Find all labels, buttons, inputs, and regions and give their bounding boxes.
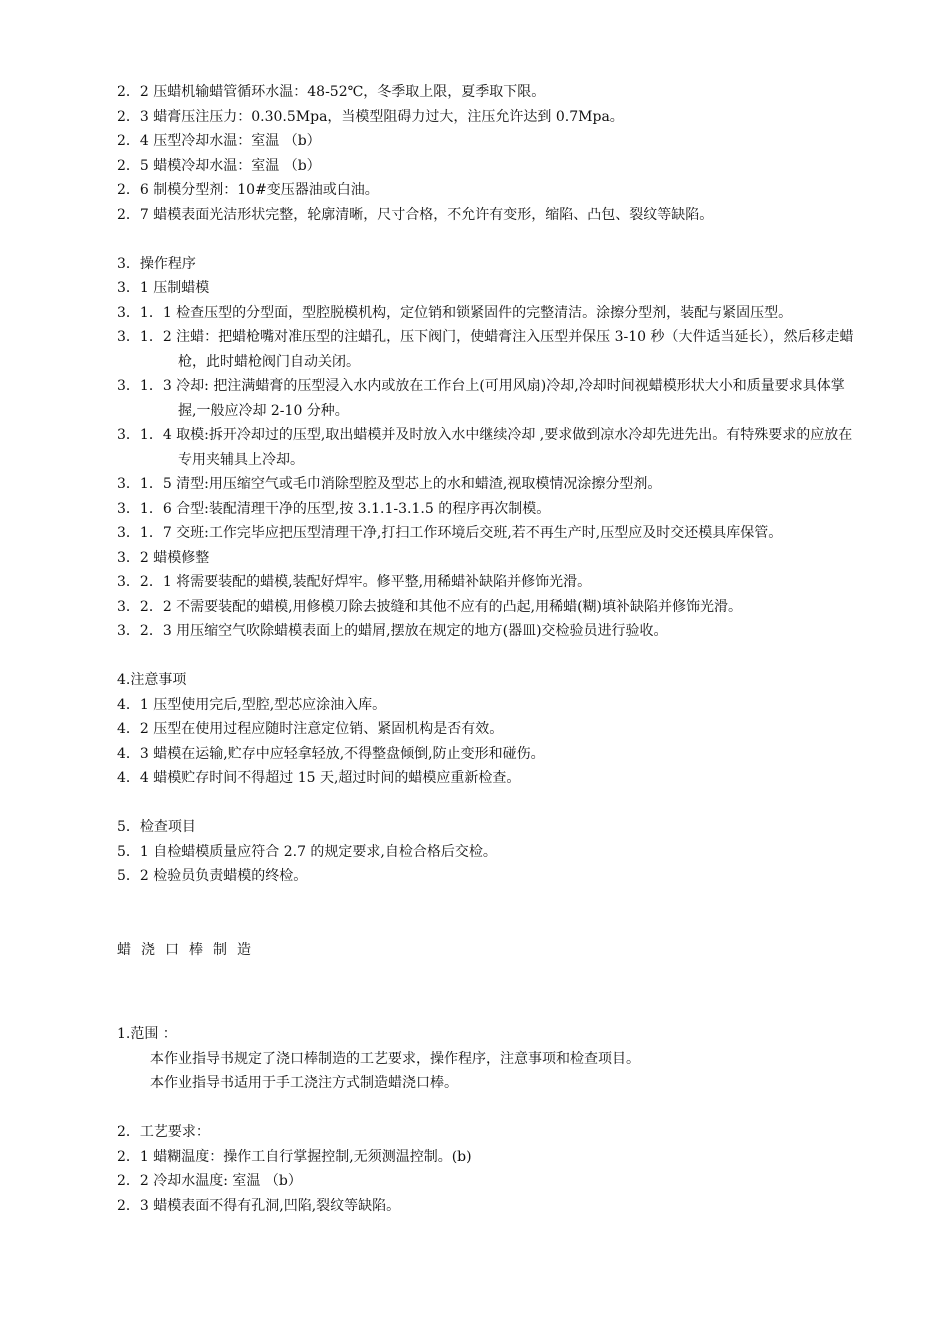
note-4-2: 4．2 压型在使用过程应随时注意定位销、紧固机构是否有效。 (117, 721, 504, 737)
p2-req-2-3: 2．3 蜡模表面不得有孔洞,凹陷,裂纹等缺陷。 (117, 1197, 401, 1214)
section-3-2-heading: 3．2 蜡模修整 (117, 549, 210, 566)
check-5-2: 5．2 检验员负责蜡模的终检。 (117, 868, 308, 884)
step-3-1-4: 3．1．4 取模:拆开冷却过的压型,取出蜡模并及时放入水中继续冷却 ,要求做到凉水冷却先进先出。有特殊要求的应放在专用夹辅具上冷却。 (117, 427, 853, 468)
p2-scope-para-2: 本作业指导书适用于手工浇注方式制造蜡浇口棒。 (150, 1075, 458, 1091)
step-3-1-7: 3．1．7 交班:工作完毕应把压型清理干净,打扫工作环境后交班,若不再生产时,压型应及时交还模具库保管。 (117, 525, 783, 541)
p2-scope-para-1: 本作业指导书规定了浇口棒制造的工艺要求，操作程序，注意事项和检查项目。 (150, 1050, 640, 1067)
section-4-heading: 4.注意事项 (117, 672, 187, 688)
step-3-1-3: 3．1．3 冷却: 把注满蜡膏的压型浸入水内或放在工作台上(可用风扇)冷却,冷却时间视蜡模形状大小和质量要求具体掌握,一般应冷却 2-10 分种。 (117, 378, 845, 419)
step-3-2-1: 3．2．1 将需要装配的蜡模,装配好焊牢。修平整,用稀蜡补缺陷并修饰光滑。 (117, 574, 592, 590)
req-2-7: 2．7 蜡模表面光洁形状完整，轮廓清晰，尺寸合格，不允许有变形，缩陷、凸包、裂纹等缺陷。 (117, 206, 714, 223)
step-3-2-3: 3．2．3 用压缩空气吹除蜡模表面上的蜡屑,摆放在规定的地方(器皿)交检验员进行验收。 (117, 623, 668, 639)
step-3-1-2: 3．1．2 注蜡：把蜡枪嘴对准压型的注蜡孔，压下阀门，使蜡膏注入压型并保压 3-10 秒（大件适当延长），然后移走蜡枪，此时蜡枪阀门自动关闭。 (117, 329, 854, 370)
req-2-6: 2．6 制模分型剂：10#变压器油或白油。 (117, 182, 379, 198)
part-2-title: 蜡浇口棒制造 (117, 941, 261, 958)
p2-req-2-2: 2．2 冷却水温度: 室温 （b） (117, 1173, 302, 1189)
note-4-3: 4．3 蜡模在运输,贮存中应轻拿轻放,不得整盘倾倒,防止变形和碰伤。 (117, 745, 545, 762)
note-4-4: 4．4 蜡模贮存时间不得超过 15 天,超过时间的蜡模应重新检查。 (117, 770, 521, 786)
req-2-5: 2．5 蜡模冷却水温：室温 （b） (117, 157, 321, 174)
document-page (117, 80, 857, 1218)
step-3-2-2: 3．2．2 不需要装配的蜡模,用修模刀除去披缝和其他不应有的凸起,用稀蜡(糊)填补缺陷并修饰光滑。 (117, 598, 742, 615)
p2-section-2-heading: 2．工艺要求： (117, 1124, 210, 1140)
section-3-1-heading: 3．1 压制蜡模 (117, 280, 210, 296)
note-4-1: 4．1 压型使用完后,型腔,型芯应涂油入库。 (117, 696, 387, 713)
p2-req-2-1: 2．1 蜡糊温度：操作工自行掌握控制,无须测温控制。(b) (117, 1148, 472, 1165)
p2-section-1-heading: 1.范围 ： (117, 1026, 177, 1042)
step-3-1-5: 3．1．5 清型:用压缩空气或毛巾消除型腔及型芯上的水和蜡渣,视取模情况涂擦分型剂。 (117, 476, 662, 492)
step-3-1-6: 3．1．6 合型:装配清理干净的压型,按 3.1.1-3.1.5 的程序再次制模。 (117, 500, 551, 517)
req-2-3: 2．3 蜡膏压注压力：0.30.5Mpa，当模型阻碍力过大，注压允许达到 0.7Mpa。 (117, 108, 624, 125)
req-2-4: 2．4 压型冷却水温：室温 （b） (117, 133, 321, 149)
req-2-2: 2．2 压蜡机输蜡管循环水温：48-52℃，冬季取上限，夏季取下限。 (117, 84, 546, 100)
section-5-heading: 5．检查项目 (117, 819, 196, 835)
section-3-heading: 3．操作程序 (117, 255, 196, 272)
check-5-1: 5．1 自检蜡模质量应符合 2.7 的规定要求,自检合格后交检。 (117, 843, 497, 860)
step-3-1-1: 3．1．1 检查压型的分型面，型腔脱模机构，定位销和锁紧固件的完整清洁。涂擦分型剂，装配与紧固压型。 (117, 304, 793, 321)
